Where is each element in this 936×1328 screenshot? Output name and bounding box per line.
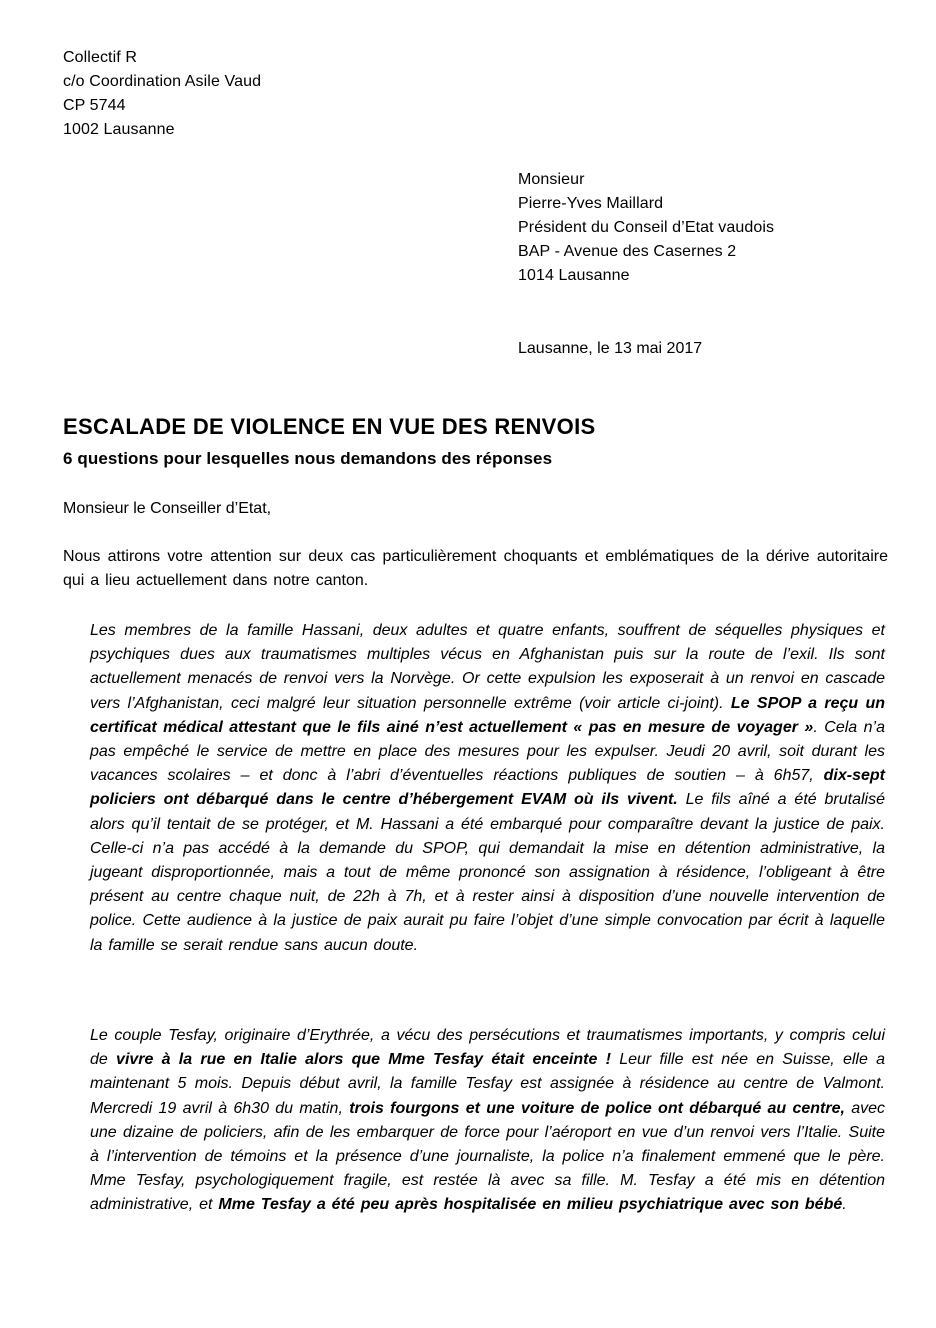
sender-address <box>63 46 261 142</box>
text-segment: Le couple Tesfay, originaire d’Erythrée, a vécu des persécutions et traumatismes importants, y compris celui de <box>90 1027 885 1069</box>
sender-address-line: 1002 Lausanne <box>63 121 175 138</box>
text-segment: trois fourgons et une voiture de police ont débarqué au centre, <box>349 1099 845 1117</box>
case-paragraph-tesfay <box>90 1024 885 1218</box>
text-segment: . Cela n’a pas empêché le service de mettre en place des mesures pour les expulser. Jeudi 20 avril, soit durant les vacances scolaires – et donc à l’abri d’éventuelles réactions publiques de soutien – à 6h57, <box>90 718 886 785</box>
letter-title: ESCALADE DE VIOLENCE EN VUE DES RENVOIS <box>63 414 596 439</box>
sender-address-line: c/o Coordination Asile Vaud <box>63 73 262 90</box>
sender-address-line: CP 5744 <box>63 97 126 114</box>
recipient-address-line: Pierre-Yves Maillard <box>518 195 664 212</box>
intro-paragraph: Nous attirons votre attention sur deux cas particulièrement choquants et emblématiques de la dérive autoritaire qui a lieu actuellement dans notre canton. <box>63 548 888 589</box>
date-line: Lausanne, le 13 mai 2017 <box>518 340 703 357</box>
text-segment: avec une dizaine de policiers, afin de les embarquer de force pour l’aéroport en vue d’un renvoi vers l’Italie. Suite à l’intervention de témoins et la présence d’une journaliste, la police n’a finalement emmené que le père. Mme Tesfay, psychologiquement fragile, est restée là avec sa fille. M. Tesfay a été mis en détention administrative, et <box>90 1099 885 1214</box>
text-segment: Les membres de la famille Hassani, deux adultes et quatre enfants, souffrent de séquelles physiques et psychiques dues aux traumatismes multiples vécus en Afghanistan puis sur la route de l’exil. Ils sont actuellement menacés de renvoi vers la Norvège. Or cette expulsion les exposerait à un renvoi en cascade vers l’Afghanistan, ceci malgré leur situation personnelle extrême (voir article ci-joint). <box>90 622 885 712</box>
recipient-address-line: 1014 Lausanne <box>518 267 630 284</box>
text-segment: . <box>842 1196 847 1214</box>
text-segment: Mme Tesfay a été peu après hospitalisée en milieu psychiatrique avec son bébé <box>218 1196 843 1214</box>
text-segment: vivre à la rue en Italie alors que Mme Tesfay était enceinte ! <box>116 1051 611 1069</box>
salutation: Monsieur le Conseiller d’Etat, <box>63 500 272 517</box>
letter-subtitle: 6 questions pour lesquelles nous demandons des réponses <box>63 449 553 468</box>
recipient-address-line: Monsieur <box>518 171 585 188</box>
recipient-address <box>518 168 774 288</box>
case-paragraph-hassani <box>90 619 885 958</box>
text-segment: Le SPOP a reçu un certificat médical attestant que le fils ainé n’est actuellement « pas en mesure de voyager » <box>90 694 886 736</box>
recipient-address-line: BAP - Avenue des Casernes 2 <box>518 243 737 260</box>
text-segment: dix-sept policiers ont débarqué dans le centre d’hébergement EVAM où ils vivent. <box>90 767 885 809</box>
text-segment: Le fils aîné a été brutalisé alors qu’il tentait de se protéger, et M. Hassani a été embarqué pour comparaître devant la justice de paix. Celle-ci n’a pas accédé à la demande du SPOP, qui demandait la mise en détention administrative, la jugeant disproportionnée, mais a tout de même prononcé son assignation à résidence, l’obligeant à être présent au centre chaque nuit, de 22h à 7h, et à rester ainsi à disposition d’une nouvelle intervention de police. Cette audience à la justice de paix aurait pu faire l’objet d’une simple convocation par écrit à laquelle la famille se serait rendue sans aucun doute. <box>90 791 886 954</box>
recipient-address-line: Président du Conseil d’Etat vaudois <box>518 219 775 236</box>
text-segment: Leur fille est née en Suisse, elle a maintenant 5 mois. Depuis début avril, la famille Tesfay est assignée à résidence au centre de Valmont. Mercredi 19 avril à 6h30 du matin, <box>90 1051 886 1117</box>
sender-address-line: Collectif R <box>63 49 138 66</box>
